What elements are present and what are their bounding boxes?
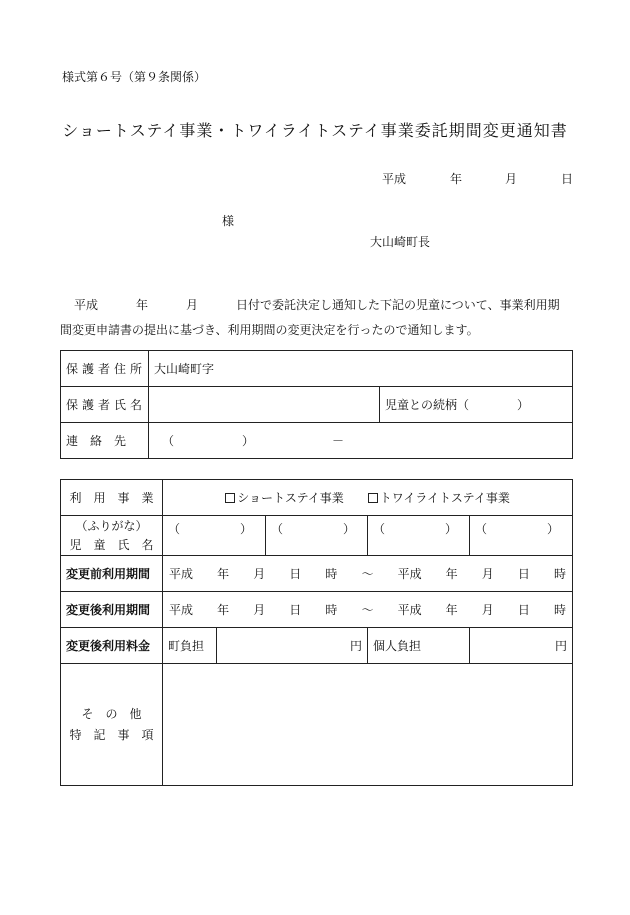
date-era: 平成 <box>382 172 407 186</box>
contact-row <box>61 423 573 459</box>
date-month: 月 <box>505 172 518 186</box>
other-notes-field[interactable] <box>163 664 573 786</box>
child-name-field-4[interactable] <box>470 516 573 556</box>
other-label: そ の 他 <box>81 706 142 721</box>
guardian-address-row <box>61 351 573 387</box>
period-token: 時 <box>325 567 338 581</box>
service-options <box>163 480 573 516</box>
twilight-stay-checkbox[interactable] <box>368 493 378 503</box>
period-token: 平成 <box>397 567 422 581</box>
period-token: 平成 <box>169 603 194 617</box>
period-token: 日 <box>289 603 302 617</box>
date-year: 年 <box>450 172 463 186</box>
period-token: 日 <box>289 567 302 581</box>
personal-burden-label: 個人負担 <box>368 628 470 664</box>
period-token: ～ <box>361 567 374 581</box>
notice-body <box>60 293 575 343</box>
fee-row <box>61 628 573 664</box>
date-day: 日 <box>561 172 574 186</box>
body-line2: 間変更申請書の提出に基づき、利用期間の変更決定を行ったので通知します。 <box>60 323 479 337</box>
special-notes-label: 特 記 事 項 <box>69 727 154 742</box>
after-period-label: 変更後利用期間 <box>61 592 163 628</box>
short-stay-checkbox[interactable] <box>225 493 235 503</box>
period-token: 月 <box>481 567 494 581</box>
body-year: 年 <box>136 298 149 312</box>
guardian-name-label: 保護者氏名 <box>61 387 149 423</box>
child-name-field-2[interactable] <box>266 516 368 556</box>
period-token: 時 <box>325 603 338 617</box>
twilight-stay-option-label: トワイライトステイ事業 <box>379 491 510 505</box>
phone-open-paren: （ <box>162 434 175 448</box>
phone-close-paren: ） <box>242 434 255 448</box>
contact-label: 連 絡 先 <box>61 423 149 459</box>
period-token: 時 <box>553 603 566 617</box>
after-period-field[interactable] <box>163 592 573 628</box>
child-name-field-1[interactable] <box>163 516 266 556</box>
child-name-field-3[interactable] <box>368 516 470 556</box>
child-name-row <box>61 516 573 556</box>
town-burden-label: 町負担 <box>163 628 217 664</box>
period-token: 平成 <box>397 603 422 617</box>
town-yen-unit: 円 <box>349 639 362 653</box>
document-title: ショートステイ事業・トワイライトステイ事業委託期間変更通知書 <box>62 121 568 140</box>
period-token: 平成 <box>169 567 194 581</box>
period-token: 年 <box>217 603 230 617</box>
other-notes-row <box>61 664 573 786</box>
child-relation-field[interactable]: 児童との続柄（ ） <box>380 387 573 423</box>
period-token: 月 <box>253 567 266 581</box>
body-line1-rest: 日付で委託決定し通知した下記の児童について、事業利用期 <box>236 298 560 312</box>
period-token: 時 <box>553 567 566 581</box>
period-token: 日 <box>517 567 530 581</box>
guardian-address-label: 保護者住所 <box>61 351 149 387</box>
furigana-slot-1: （ ） <box>168 522 253 536</box>
phone-dash: － <box>332 434 345 448</box>
form-number: 様式第６号（第９条関係） <box>62 70 207 84</box>
period-token: ～ <box>361 603 374 617</box>
period-token: 日 <box>517 603 530 617</box>
body-era: 平成 <box>74 298 99 312</box>
period-token: 年 <box>445 603 458 617</box>
guardian-table <box>60 350 573 459</box>
period-token: 月 <box>253 603 266 617</box>
body-month: 月 <box>186 298 199 312</box>
after-period-row <box>61 592 573 628</box>
recipient-honorific: 様 <box>222 214 235 228</box>
furigana-slot-4: （ ） <box>475 522 560 536</box>
service-row <box>61 480 573 516</box>
child-name-label: 児 童 氏 名 <box>69 537 154 552</box>
personal-yen-unit: 円 <box>555 639 568 653</box>
furigana-label: （ふりがな） <box>75 518 148 533</box>
personal-burden-field[interactable] <box>470 628 573 664</box>
period-token: 月 <box>481 603 494 617</box>
town-burden-field[interactable] <box>217 628 368 664</box>
service-label: 利 用 事 業 <box>61 480 163 516</box>
furigana-slot-3: （ ） <box>373 522 458 536</box>
guardian-name-row <box>61 387 573 423</box>
guardian-name-field[interactable] <box>149 387 380 423</box>
furigana-slot-2: （ ） <box>271 522 356 536</box>
period-token: 年 <box>217 567 230 581</box>
other-notes-label-cell <box>61 664 163 786</box>
contact-field[interactable] <box>149 423 573 459</box>
guardian-address-field[interactable]: 大山崎町字 <box>149 351 573 387</box>
issuer-name: 大山崎町長 <box>370 235 431 249</box>
period-token: 年 <box>445 567 458 581</box>
before-period-label: 変更前利用期間 <box>61 556 163 592</box>
before-period-field[interactable] <box>163 556 573 592</box>
short-stay-option-label: ショートステイ事業 <box>237 491 344 505</box>
before-period-row <box>61 556 573 592</box>
fee-label: 変更後利用料金 <box>61 628 163 664</box>
service-table <box>60 479 573 786</box>
child-name-label-cell <box>61 516 163 556</box>
